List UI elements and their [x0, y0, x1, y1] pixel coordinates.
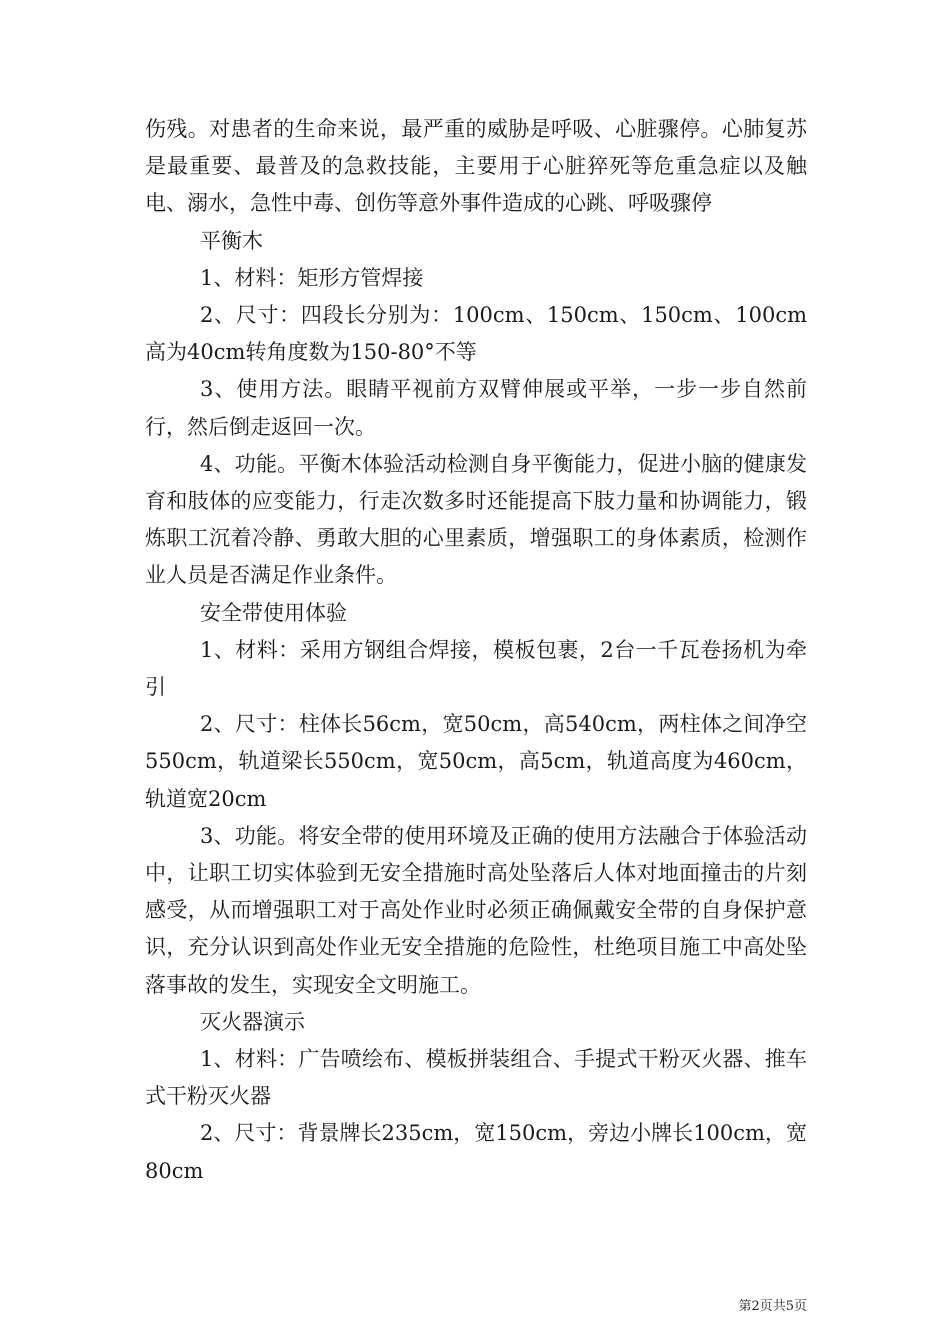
safety-belt-item-size: 2、尺寸：柱体长56cm，宽50cm，高540cm，两柱体之间净空550cm，轨道梁长550cm，宽50cm，高5cm，轨道高度为460cm，轨道宽20cm [145, 712, 807, 811]
safety-belt-item-material: 1、材料：采用方钢组合焊接，模板包裹，2台一千瓦卷扬机为牵引 [145, 637, 807, 700]
balance-beam-item-function: 4、功能。平衡木体验活动检测自身平衡能力，促进小脑的健康发育和肢体的应变能力，行走次数多时还能提高下肢力量和协调能力，锻炼职工沉着冷静、勇敢大胆的心里素质，增强职工的身体素质，检测作业人员是否满足作业条件。 [145, 451, 807, 588]
balance-beam-item-material: 1、材料：矩形方管焊接 [200, 265, 424, 290]
fire-extinguisher-item-size: 2、尺寸：背景牌长235cm，宽150cm，旁边小牌长100cm，宽80cm [145, 1121, 807, 1183]
fire-extinguisher-item-material: 1、材料：广告喷绘布、模板拼装组合、手提式干粉灭火器、推车式干粉灭火器 [145, 1047, 807, 1109]
page-number: 第2页共5页 [738, 1299, 807, 1314]
balance-beam-item-usage: 3、使用方法。眼睛平视前方双臂伸展或平举，一步一步自然前行，然后倒走返回一次。 [145, 377, 807, 439]
section-title-balance-beam: 平衡木 [200, 228, 263, 253]
intro-paragraph: 伤残。对患者的生命来说，最严重的威胁是呼吸、心脏骤停。心肺复苏是最重要、最普及的急救技能，主要用于心脏猝死等危重急症以及触电、溺水，急性中毒、创伤等意外事件造成的心跳、呼吸骤停 [145, 117, 807, 216]
document-body [145, 111, 807, 1190]
balance-beam-item-size: 2、尺寸：四段长分别为：100cm、150cm、150cm、100cm高为40cm转角度数为150-80°不等 [145, 303, 807, 365]
safety-belt-item-function: 3、功能。将安全带的使用环境及正确的使用方法融合于体验活动中，让职工切实体验到无安全措施时高处坠落后人体对地面撞击的片刻感受，从而增强职工对于高处作业时必须正确佩戴安全带的自身保护意识，充分认识到高处作业无安全措施的危险性，杜绝项目施工中高处坠落事故的发生，实现安全文明施工。 [145, 823, 807, 997]
section-title-fire-extinguisher: 灭火器演示 [200, 1009, 305, 1034]
section-title-safety-belt: 安全带使用体验 [200, 600, 347, 625]
